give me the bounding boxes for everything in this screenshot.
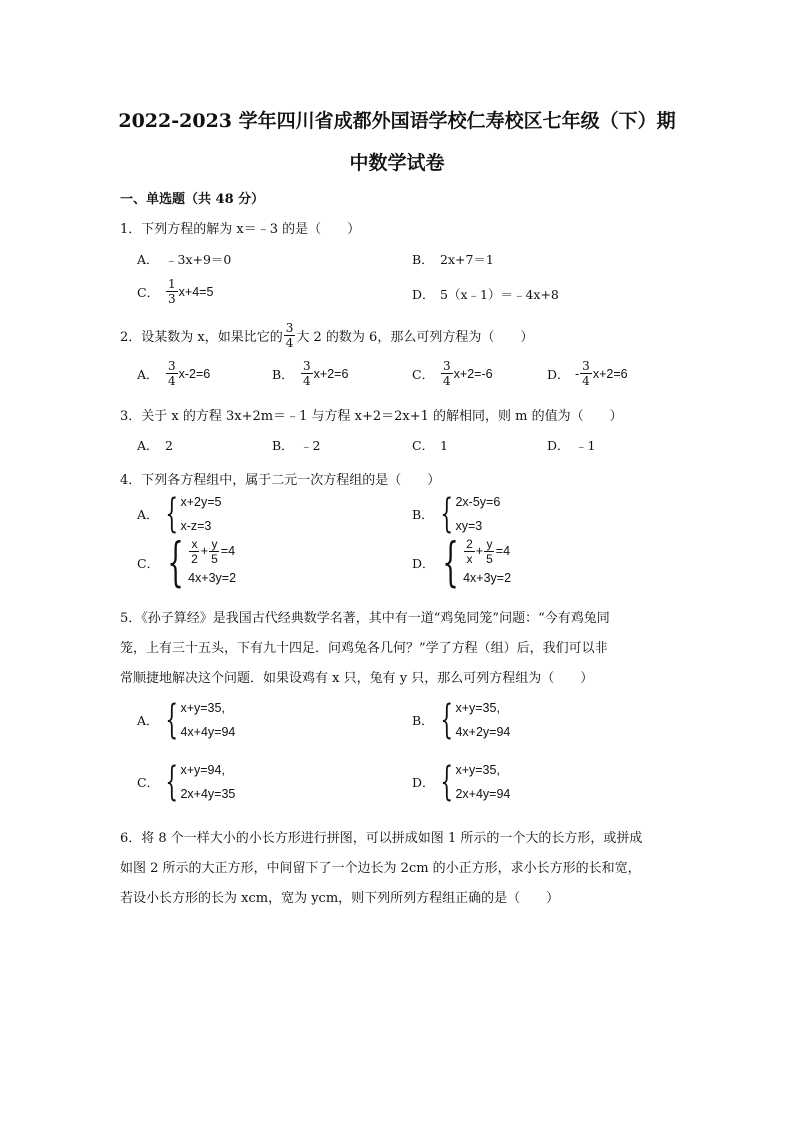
q4-option-d: [412, 533, 512, 593]
option-text: 2x+7＝1: [440, 252, 494, 267]
fraction: $\frac{2}{x}$: [466, 536, 473, 566]
q4-option-a: [137, 490, 221, 538]
option-label: A．: [137, 366, 159, 382]
stem-text: 2．设某数为 x，如果比它的: [120, 330, 283, 345]
option-text: 5（x﹣1）＝﹣4x+8: [440, 287, 559, 302]
fraction: $\frac{x}{2}$: [191, 536, 198, 566]
plus-sign: +: [200, 544, 209, 558]
option-label: C．: [137, 775, 160, 790]
left-brace-icon: {: [165, 697, 179, 743]
equation: x-z=3: [180, 519, 212, 533]
q4-option-b: [412, 490, 500, 538]
q1-option-b: [412, 250, 494, 268]
option-label: B．: [412, 252, 434, 267]
option-label: C．: [412, 438, 435, 453]
q5-option-a: [137, 696, 235, 744]
option-text: ﹣3x+9＝0: [165, 252, 232, 267]
question-5-line2: 笼，上有三十五头，下有九十四足．问鸡兔各几何？”学了方程（组）后，我们可以非: [120, 641, 608, 656]
exam-title-line1: 2022-2023 学年四川省成都外国语学校仁寿校区七年级（下）期: [118, 110, 676, 132]
fraction: $\frac{3}{4}$: [582, 359, 590, 388]
question-6-line3: 若设小长方形的长为 xcm，宽为 ycm，则下列所列方程组正确的是（ ）: [120, 891, 560, 906]
fraction: $\frac{y}{5}$: [486, 536, 493, 566]
option-text: x+2=6: [313, 366, 349, 381]
q2-option-d: [547, 360, 628, 387]
option-label: A．: [137, 438, 159, 453]
q2-option-a: [137, 360, 210, 387]
section-heading: 一、单选题（共 48 分）: [120, 192, 265, 207]
equation-system: [440, 696, 510, 744]
option-label: C．: [137, 284, 160, 300]
equation: x+y=35,: [455, 763, 500, 777]
option-text: ﹣2: [300, 438, 321, 453]
q2-option-c: [412, 360, 493, 387]
equation-system: [165, 533, 237, 593]
equation-system: [165, 696, 235, 744]
question-2-stem: [120, 322, 533, 349]
equation-rest: =4: [495, 544, 511, 558]
option-label: D．: [412, 775, 435, 790]
option-text: 1: [440, 437, 448, 453]
fraction: $\frac{3}{4}$: [285, 321, 294, 350]
fraction: $\frac{1}{3}$: [168, 277, 176, 306]
equation: 4x+3y=2: [188, 571, 237, 585]
q1-option-c: [137, 278, 213, 305]
left-brace-icon: {: [442, 533, 459, 593]
equation: x+y=94,: [180, 763, 225, 777]
left-brace-icon: {: [165, 491, 179, 537]
equation-system: [165, 490, 221, 538]
equation-rest: =4: [220, 544, 236, 558]
plus-sign: +: [475, 544, 484, 558]
equation: x+2y=5: [180, 495, 222, 509]
q3-option-b: [272, 436, 320, 454]
option-label: D．: [547, 438, 570, 453]
equation: 2x+4y=35: [180, 787, 236, 801]
option-label: B．: [272, 366, 294, 382]
fraction: $\frac{3}{4}$: [443, 359, 451, 388]
equation: 4x+3y=2: [463, 571, 512, 585]
equation-system: [440, 758, 510, 806]
equation-system: [440, 490, 500, 538]
left-brace-icon: {: [440, 759, 454, 805]
equation: xy=3: [455, 519, 483, 533]
left-brace-icon: {: [440, 491, 454, 537]
left-brace-icon: {: [440, 697, 454, 743]
equation: 2x+4y=94: [455, 787, 511, 801]
left-brace-icon: {: [165, 759, 179, 805]
option-text: x-2=6: [178, 366, 211, 381]
option-text: x+2=6: [592, 366, 628, 381]
q1-option-d: [412, 285, 559, 303]
option-label: A．: [137, 507, 159, 522]
option-label: C．: [137, 556, 160, 571]
question-6-line1: 6．将 8 个一样大小的小长方形进行拼图，可以拼成如图 1 所示的一个大的长方形，或拼成: [120, 831, 643, 846]
equation: 4x+4y=94: [180, 725, 236, 739]
option-label: B．: [272, 438, 294, 453]
q1-option-a: [137, 250, 231, 268]
equation: 4x+2y=94: [455, 725, 511, 739]
question-5-line1: 5．《孙子算经》是我国古代经典数学名著，其中有一道“鸡兔同笼”问题：“今有鸡兔同: [120, 611, 610, 626]
equation: x+y=35,: [455, 701, 500, 715]
fraction: $\frac{3}{4}$: [168, 359, 176, 388]
stem-text: 大 2 的数为 6，那么可列方程为（ ）: [296, 330, 534, 345]
option-label: C．: [412, 366, 435, 382]
q5-option-b: [412, 696, 510, 744]
option-text: x+2=-6: [453, 366, 493, 381]
q3-option-d: [547, 436, 595, 454]
equation: 2x-5y=6: [455, 495, 501, 509]
equation: [463, 536, 511, 566]
option-label: A．: [137, 713, 159, 728]
option-label: B．: [412, 713, 434, 728]
question-3-stem: 3．关于 x 的方程 3x+2m＝﹣1 与方程 x+2＝2x+1 的解相同，则 m 的值为（ ）: [120, 409, 623, 424]
option-label: D．: [412, 287, 435, 302]
minus-sign: -: [575, 366, 580, 381]
q5-option-d: [412, 758, 510, 806]
option-text: x+4=5: [178, 284, 214, 299]
equation-system: [440, 533, 512, 593]
question-6-line2: 如图 2 所示的大正方形，中间留下了一个边长为 2cm 的小正方形，求小长方形的长和宽，: [120, 861, 641, 876]
option-text: ﹣1: [575, 438, 596, 453]
q2-option-b: [272, 360, 348, 387]
question-1-stem: 1．下列方程的解为 x＝﹣3 的是（ ）: [120, 222, 361, 237]
fraction: $\frac{y}{5}$: [211, 536, 218, 566]
exam-title-line2: 中数学试卷: [349, 152, 445, 174]
option-text: 2: [165, 437, 173, 453]
q3-option-c: [412, 436, 448, 454]
question-5-line3: 常顺捷地解决这个问题．如果设鸡有 x 只，兔有 y 只，那么可列方程组为（ ）: [120, 671, 594, 686]
q3-option-a: [137, 436, 173, 454]
option-label: A．: [137, 252, 159, 267]
equation-system: [165, 758, 235, 806]
option-label: D．: [547, 366, 570, 382]
fraction: $\frac{3}{4}$: [303, 359, 311, 388]
q4-option-c: [137, 533, 237, 593]
q5-option-c: [137, 758, 235, 806]
option-label: D．: [412, 556, 435, 571]
equation: x+y=35,: [180, 701, 225, 715]
question-4-stem: 4．下列各方程组中，属于二元一次方程组的是（ ）: [120, 473, 441, 488]
option-label: B．: [412, 507, 434, 522]
left-brace-icon: {: [167, 533, 184, 593]
equation: [188, 536, 236, 566]
